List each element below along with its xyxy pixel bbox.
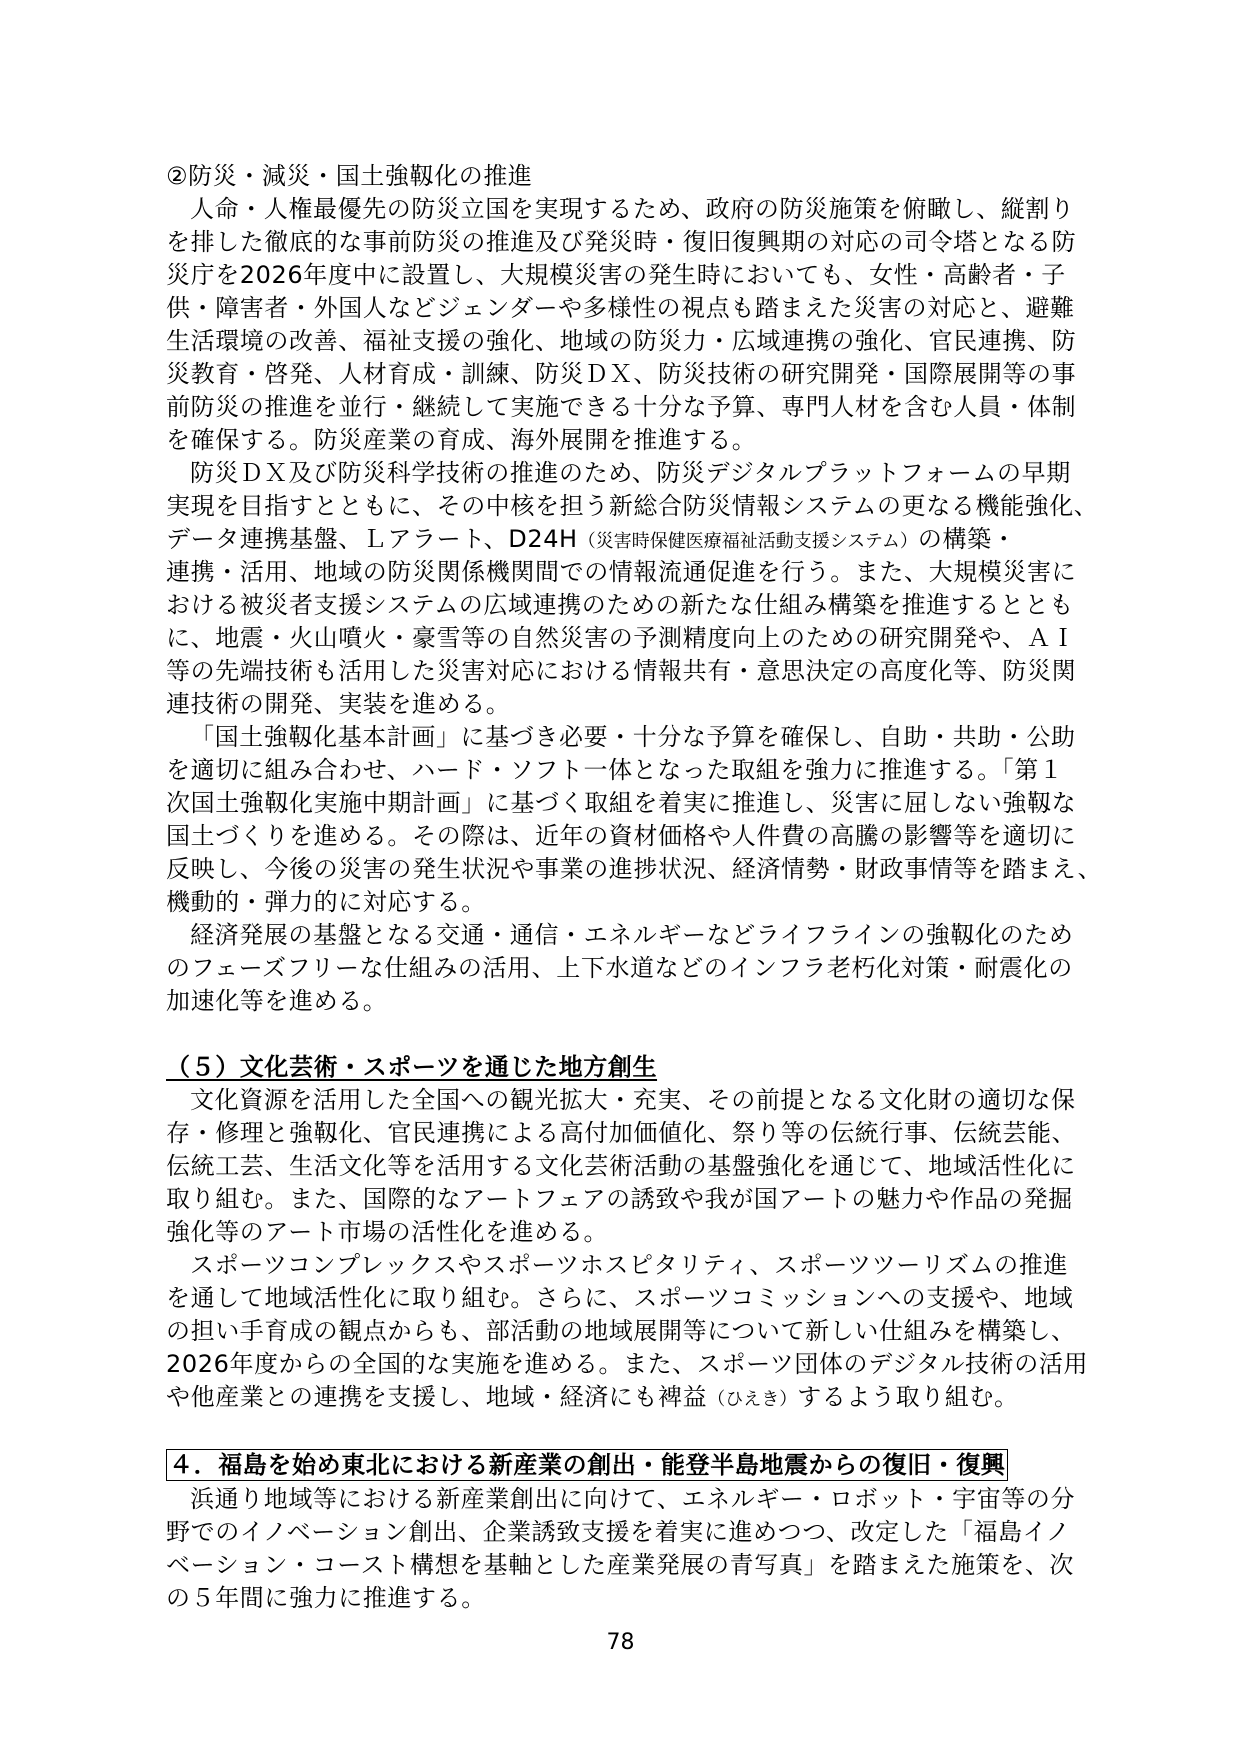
paragraph-line	[166, 1381, 1101, 1414]
paragraph-line: 連携・活用、地域の防災関係機関間での情報流通促進を行う。また、大規模災害に	[166, 558, 1077, 586]
annotation-note: （災害時保健医療福祉活動支援システム）	[577, 531, 918, 552]
paragraph-sports	[166, 1249, 1101, 1414]
paragraph-line: 国土づくりを進める。その際は、近年の資材価格や人件費の高騰の影響等を適切に	[166, 822, 1077, 850]
paragraph-line: 存・修理と強靱化、官民連携による高付加価値化、祭り等の伝統行事、伝統芸能、	[166, 1119, 1077, 1147]
paragraph-line: 機動的・弾力的に対応する。	[166, 888, 486, 916]
paragraph-line: の担い手育成の観点からも、部活動の地域展開等について新しい仕組みを構築し、	[166, 1317, 1076, 1345]
page-number: 78	[606, 1630, 635, 1655]
paragraph-line: 前防災の推進を並行・継続して実施できる十分な予算、専門人材を含む人員・体制	[166, 393, 1077, 421]
paragraph-line: 供・障害者・外国人などジェンダーや多様性の視点も踏まえた災害の対応と、避難	[166, 294, 1075, 322]
blank-line	[166, 1018, 1101, 1051]
reading-note: （ひえき）	[707, 1389, 798, 1410]
subsection-title: ②防災・減災・国土強靱化の推進	[166, 162, 533, 190]
paragraph-line: 文化資源を活用した全国への観光拡大・充実、その前提となる文化財の適切な保	[190, 1086, 1076, 1114]
paragraph-line: 反映し、今後の災害の発生状況や事業の進捗状況、経済情勢・財政事情等を踏まえ、	[166, 855, 1103, 883]
text-span: するよう取り組む。	[797, 1383, 1019, 1411]
document-body	[166, 160, 1101, 1615]
paragraph-line: の５年間に強力に推進する。	[166, 1584, 486, 1612]
paragraph-resilience-plan	[166, 721, 1101, 919]
paragraph-line: 生活環境の改善、福祉支援の強化、地域の防災力・広域連携の強化、官民連携、防	[166, 327, 1077, 355]
paragraph-line: スポーツコンプレックスやスポーツホスピタリティ、スポーツツーリズムの推進	[190, 1251, 1068, 1279]
paragraph-line: 人命・人権最優先の防災立国を実現するため、政府の防災施策を俯瞰し、縦割り	[190, 195, 1075, 223]
paragraph-disaster-agency	[166, 193, 1101, 457]
paragraph-line: ベーション・コースト構想を基軸とした産業発展の青写真」を踏まえた施策を、次	[166, 1551, 1075, 1579]
boxed-section-heading: ４．福島を始め東北における新産業の創出・能登半島地震からの復旧・復興	[166, 1449, 1008, 1481]
paragraph-line: 防災ＤＸ及び防災科学技術の推進のため、防災デジタルプラットフォームの早期	[190, 459, 1071, 487]
paragraph-line: 等の先端技術も活用した災害対応における情報共有・意思決定の高度化等、防災関	[166, 657, 1077, 685]
paragraph-line: を確保する。防災産業の育成、海外展開を推進する。	[166, 426, 757, 454]
paragraph-line: 次国土強靱化実施中期計画」に基づく取組を着実に推進し、災害に屈しない強靱な	[166, 789, 1077, 817]
boxed-heading-row	[166, 1447, 1101, 1483]
paragraph-line: を排した徹底的な事前防災の推進及び発災時・復旧復興期の対応の司令塔となる防	[166, 228, 1077, 256]
paragraph-line: 経済発展の基盤となる交通・通信・エネルギーなどライフラインの強靱化のため	[190, 921, 1074, 949]
paragraph-line: 伝統工芸、生活文化等を活用する文化芸術活動の基盤強化を通じて、地域活性化に	[166, 1152, 1076, 1180]
paragraph-line: 連技術の開発、実装を進める。	[166, 690, 511, 718]
paragraph-line: のフェーズフリーな仕組みの活用、上下水道などのインフラ老朽化対策・耐震化の	[166, 954, 1073, 982]
paragraph-line: 「国土強靱化基本計画」に基づき必要・十分な予算を確保し、自助・共助・公助	[190, 723, 1076, 751]
paragraph-lifeline	[166, 919, 1101, 1018]
paragraph-line: 取り組む。また、国際的なアートフェアの誘致や我が国アートの魅力や作品の発掘	[166, 1185, 1073, 1213]
paragraph-line	[166, 523, 1101, 556]
blank-line	[166, 1414, 1101, 1447]
paragraph-line: 野でのイノベーション創出、企業誘致支援を着実に進めつつ、改定した「福島イノ	[166, 1518, 1071, 1546]
section-heading: （５）文化芸術・スポーツを通じた地方創生	[166, 1053, 658, 1081]
paragraph-line: 災庁を2026年度中に設置し、大規模災害の発生時においても、女性・高齢者・子	[166, 261, 1066, 289]
paragraph-line: に、地震・火山噴火・豪雪等の自然災害の予測精度向上のための研究開発や、ＡＩ	[166, 624, 1076, 652]
paragraph-line: 災教育・啓発、人材育成・訓練、防災ＤＸ、防災技術の研究開発・国際展開等の事	[166, 360, 1077, 388]
paragraph-fukushima	[166, 1483, 1101, 1615]
paragraph-line: 強化等のアート市場の活性化を進める。	[166, 1218, 609, 1246]
paragraph-culture	[166, 1084, 1101, 1249]
text-span: データ連携基盤、Ｌアラート、D24H	[166, 525, 578, 553]
paragraph-line: を適切に組み合わせ、ハード・ソフト一体となった取組を強力に推進する。「第１	[166, 756, 1064, 784]
paragraph-line: 実現を目指すとともに、その中核を担う新総合防災情報システムの更なる機能強化、	[166, 492, 1099, 520]
paragraph-line: 浜通り地域等における新産業創出に向けて、エネルギー・ロボット・宇宙等の分	[190, 1485, 1076, 1513]
text-span: や他産業との連携を支援し、地域・経済にも裨益	[166, 1383, 708, 1411]
text-span: の構築・	[917, 525, 1017, 553]
paragraph-line: 2026年度からの全国的な実施を進める。また、スポーツ団体のデジタル技術の活用	[166, 1350, 1089, 1378]
paragraph-disaster-dx	[166, 457, 1101, 721]
paragraph-line: 加速化等を進める。	[166, 987, 388, 1015]
paragraph-line: を通して地域活性化に取り組む。さらに、スポーツコミッションへの支援や、地域	[166, 1284, 1074, 1312]
paragraph-line: おける被災者支援システムの広域連携のための新たな仕組み構築を推進するととも	[166, 591, 1074, 619]
